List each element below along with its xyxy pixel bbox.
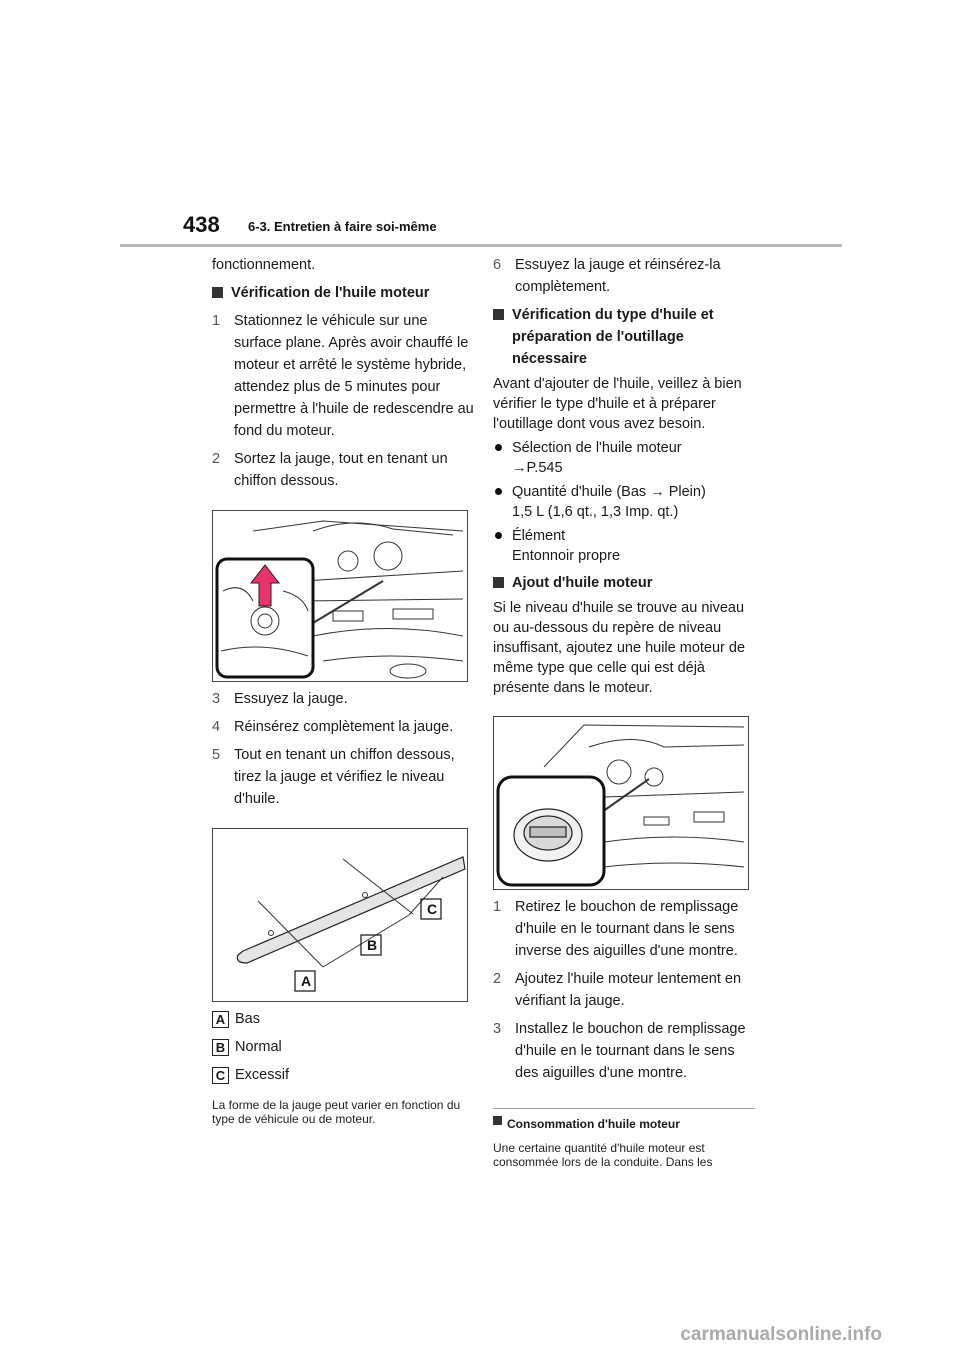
oil-filler-cap-illustration	[493, 716, 749, 890]
svg-text:B: B	[367, 937, 378, 953]
dipstick-level-illustration	[212, 828, 468, 1002]
paragraph: Si le niveau d'huile se trouve au niveau ou au-dessous du repère de niveau insuffisant, ajoutez une huile moteur de même type que celle qui est déjà présente dans le moteur.	[493, 600, 746, 696]
intro-text: fonctionnement.	[212, 257, 316, 273]
section-heading-check-oil: Vérification de l'huile moteur	[212, 282, 474, 304]
bullet-item: Élément Entonnoir propre	[493, 526, 755, 566]
section-title: 6-3. Entretien à faire soi-même	[248, 219, 437, 234]
step-item: 2 Sortez la jauge, tout en tenant un chiffon dessous.	[212, 451, 448, 489]
subsection-rule	[493, 1108, 755, 1169]
section-heading-oil-type: Vérification du type d'huile et préparation de l'outillage nécessaire	[493, 304, 755, 370]
round-bullet-icon	[495, 444, 502, 451]
legend-item: A Bas	[212, 1008, 474, 1030]
engine-dipstick-illustration	[212, 510, 468, 682]
step-item: 6 Essuyez la jauge et réinsérez-la complètement.	[493, 257, 721, 295]
step-item: 1 Retirez le bouchon de remplissage d'huile en le tournant dans le sens inverse des aiguilles d'une montre.	[493, 899, 739, 959]
legend-letter: A	[212, 1011, 229, 1028]
legend-item: B Normal	[212, 1036, 474, 1058]
bullet-item: Sélection de l'huile moteur →P.545	[493, 438, 755, 478]
legend-letter: C	[212, 1067, 229, 1084]
square-bullet-icon	[212, 287, 223, 298]
legend-item: C Excessif	[212, 1064, 474, 1086]
dipstick-note: La forme de la jauge peut varier en fonction du type de véhicule ou de moteur.	[212, 1098, 461, 1126]
square-bullet-icon	[493, 1116, 502, 1125]
page-number: 438	[183, 212, 220, 237]
legend-letter: B	[212, 1039, 229, 1056]
step-item: 1 Stationnez le véhicule sur une surface plane. Après avoir chauffé le moteur et arrêté le système hybride, attendez plus de 5 minutes pour permettre à l'huile de redescendre au fond du moteur.	[212, 313, 474, 439]
round-bullet-icon	[495, 488, 502, 495]
svg-text:A: A	[301, 973, 312, 989]
round-bullet-icon	[495, 532, 502, 539]
section-heading-add-oil: Ajout d'huile moteur	[493, 572, 755, 594]
step-item: 5 Tout en tenant un chiffon dessous, tirez la jauge et vérifiez le niveau d'huile.	[212, 747, 455, 807]
step-item: 2 Ajoutez l'huile moteur lentement en vérifiant la jauge.	[493, 971, 742, 1009]
bullet-item: Quantité d'huile (Bas → Plein) 1,5 L (1,6 qt., 1,3 Imp. qt.)	[493, 482, 755, 522]
watermark: carmanualsonline.info	[680, 1324, 882, 1345]
step-item: 4 Réinsérez complètement la jauge.	[212, 719, 454, 735]
subsection-heading: Consommation d'huile moteur	[493, 1113, 755, 1135]
step-item: 3 Installez le bouchon de remplissage d'huile en le tournant dans le sens des aiguilles d'une montre.	[493, 1021, 746, 1081]
square-bullet-icon	[493, 309, 504, 320]
left-column	[212, 254, 474, 1126]
subsection-text: Une certaine quantité d'huile moteur est consommée lors de la conduite. Dans les	[493, 1141, 713, 1169]
header-rule	[120, 244, 842, 247]
step-item: 3 Essuyez la jauge.	[212, 691, 348, 707]
square-bullet-icon	[493, 577, 504, 588]
right-column	[493, 254, 755, 1169]
svg-text:C: C	[427, 901, 438, 917]
paragraph: Avant d'ajouter de l'huile, veillez à bien vérifier le type d'huile et à préparer l'outillage dont vous avez besoin.	[493, 376, 742, 432]
